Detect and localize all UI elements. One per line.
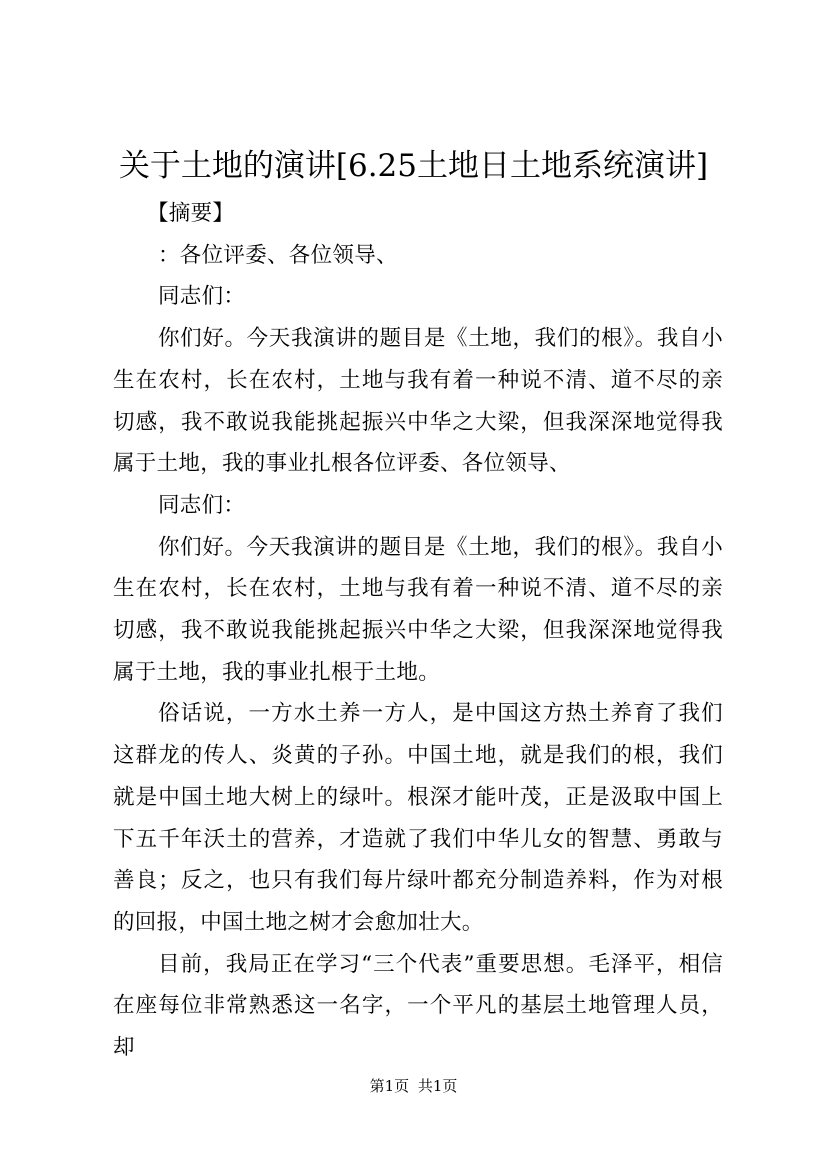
paragraph: 同志们： — [158, 492, 246, 518]
paragraph: 目前，我局正在学习“三个代表”重要思想。毛泽平，相信在座每位非常熟悉这一名字，一个平凡的基层土地管理人员，却 — [113, 951, 723, 1061]
paragraph: 你们好。今天我演讲的题目是《土地，我们的根》。我自小生在农村，长在农村，土地与我有着一种说不清、道不尽的亲切感，我不敢说我能挑起振兴中华之大梁，但我深深地觉得我属于土地，我的事业扎根于土地。 — [113, 534, 723, 685]
document-title: 关于土地的演讲[6.25土地日土地系统演讲] — [118, 148, 709, 184]
paragraph: ：各位评委、各位领导、 — [158, 242, 398, 268]
document-body — [113, 193, 723, 1069]
paragraph: 俗话说，一方水土养一方人，是中国这方热土养育了我们这群龙的传人、炎黄的子孙。中国土地，就是我们的根，我们就是中国土地大树上的绿叶。根深才能叶茂，正是汲取中国上下五千年沃土的营养，才造就了我们中华儿女的智慧、勇敢与善良；反之，也只有我们每片绿叶都充分制造养料，作为对根的回报，中国土地之树才会愈加壮大。 — [113, 701, 723, 935]
page-total: 共1页 — [417, 1077, 458, 1095]
paragraph: 同志们： — [158, 284, 246, 310]
abstract-label: 【摘要】 — [147, 201, 235, 226]
page-footer — [0, 1076, 827, 1096]
paragraph: 你们好。今天我演讲的题目是《土地，我们的根》。我自小生在农村，长在农村，土地与我有着一种说不清、道不尽的亲切感，我不敢说我能挑起振兴中华之大梁，但我深深地觉得我属于土地，我的事业扎根各位评委、各位领导、 — [113, 326, 723, 477]
page-number: 第1页 — [369, 1077, 410, 1095]
